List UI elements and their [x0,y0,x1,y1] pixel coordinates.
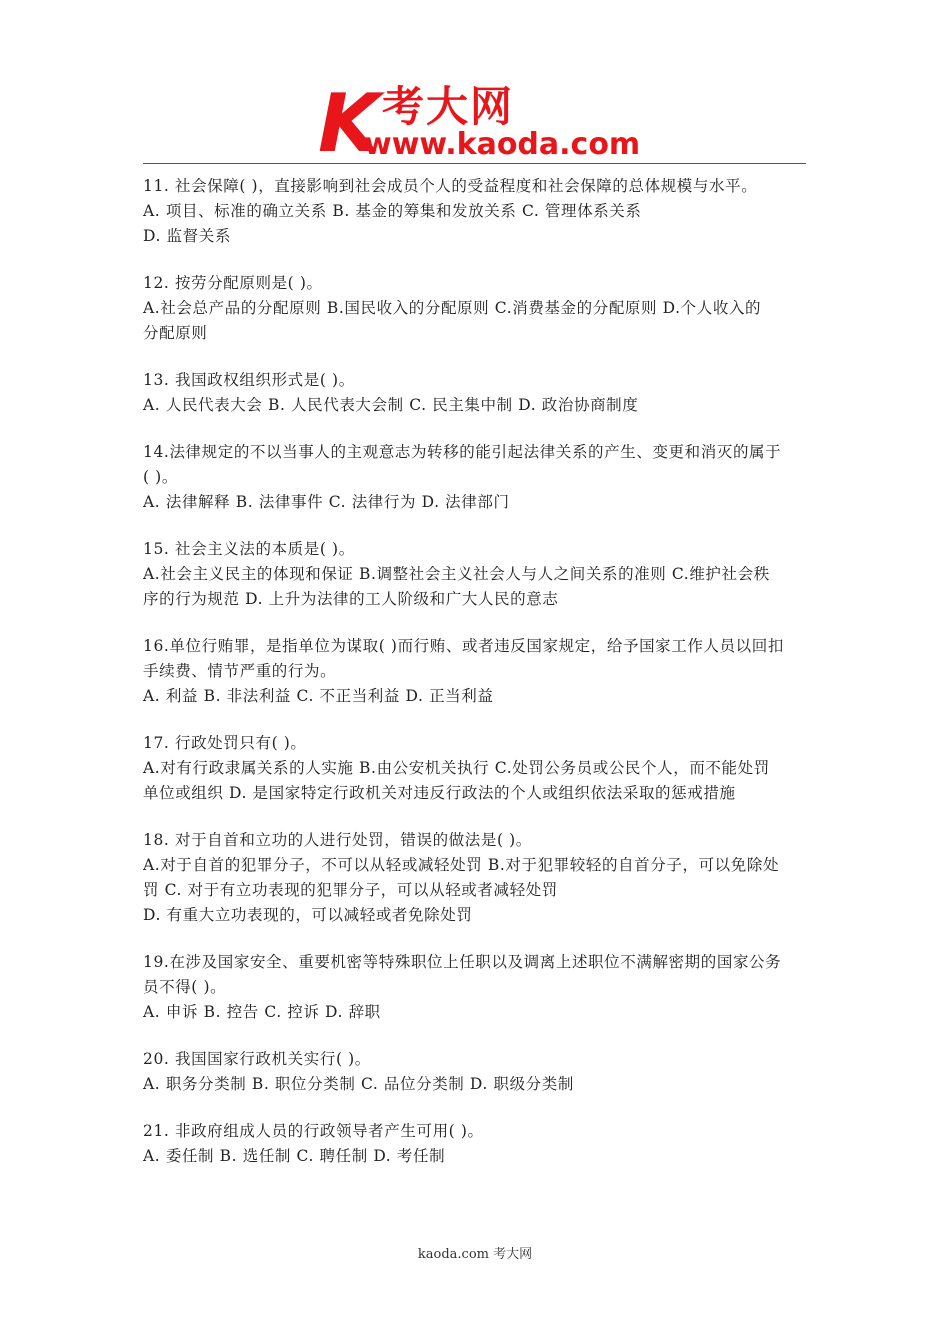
question-line: A.社会总产品的分配原则 B.国民收入的分配原则 C.消费基金的分配原则 D.个人收入的 [143,299,762,317]
question-line: 员不得( )。 [143,978,227,996]
question-stem-line: 14.法律规定的不以当事人的主观意志为转移的能引起法律关系的产生、变更和消灭的属于 [143,443,782,461]
question-stem-line: 12. 按劳分配原则是( )。 [143,274,323,292]
logo-url: www.kaoda.com [364,127,641,162]
question-stem-line: 21. 非政府组成人员的行政领导者产生可用( )。 [143,1122,484,1140]
question-stem-line: 19.在涉及国家安全、重要机密等特殊职位上任职以及调离上述职位不满解密期的国家公务 [143,953,782,971]
site-logo [318,77,648,170]
question-block [143,368,811,418]
question-line: 手续费、情节严重的行为。 [143,662,337,680]
question-line: A. 项目、标准的确立关系 B. 基金的筹集和发放关系 C. 管理体系关系 [143,202,642,220]
question-line: A. 利益 B. 非法利益 C. 不正当利益 D. 正当利益 [143,687,494,705]
question-line: A. 申诉 B. 控告 C. 控诉 D. 辞职 [143,1003,381,1021]
question-line: A.对于自首的犯罪分子，不可以从轻或减轻处罚 B.对于犯罪较轻的自首分子，可以免除处 [143,856,780,874]
question-stem-line: 18. 对于自首和立功的人进行处罚，错误的做法是( )。 [143,831,532,849]
header-divider [143,163,806,164]
question-line: 罚 C. 对于有立功表现的犯罪分子，可以从轻或者减轻处罚 [143,881,558,899]
question-block [143,271,811,346]
question-block [143,1119,811,1169]
question-line: A. 人民代表大会 B. 人民代表大会制 C. 民主集中制 D. 政治协商制度 [143,396,639,414]
question-block [143,1047,811,1097]
question-block [143,440,811,515]
question-line: A.社会主义民主的体现和保证 B.调整社会主义社会人与人之间关系的准则 C.维护社会秩 [143,565,770,583]
question-stem-line: 11. 社会保障( )，直接影响到社会成员个人的受益程度和社会保障的总体规模与水平。 [143,177,758,195]
question-line: D. 监督关系 [143,227,231,245]
question-line: D. 有重大立功表现的，可以减轻或者免除处罚 [143,906,473,924]
question-line: A. 职务分类制 B. 职位分类制 C. 品位分类制 D. 职级分类制 [143,1075,574,1093]
question-stem-line: 16.单位行贿罪，是指单位为谋取( )而行贿、或者违反国家规定，给予国家工作人员以回扣 [143,637,784,655]
question-line: ( )。 [143,468,178,486]
question-stem-line: 17. 行政处罚只有( )。 [143,734,307,752]
question-line: 序的行为规范 D. 上升为法律的工人阶级和广大人民的意志 [143,590,559,608]
question-block [143,731,811,806]
question-block [143,950,811,1025]
question-line: A.对有行政隶属关系的人实施 B.由公安机关执行 C.处罚公务员或公民个人，而不能处罚 [143,759,770,777]
question-line: A. 法律解释 B. 法律事件 C. 法律行为 D. 法律部门 [143,493,510,511]
question-line: 单位或组织 D. 是国家特定行政机关对违反行政法的个人或组织依法采取的惩戒措施 [143,784,736,802]
question-block [143,634,811,709]
question-line: A. 委任制 B. 选任制 C. 聘任制 D. 考任制 [143,1147,446,1165]
question-line: 分配原则 [143,324,208,342]
logo-k-mark: K [318,77,376,170]
question-stem-line: 15. 社会主义法的本质是( )。 [143,540,355,558]
page-footer: kaoda.com 考大网 [417,1247,533,1262]
question-block [143,537,811,612]
question-stem-line: 20. 我国国家行政机关实行( )。 [143,1050,371,1068]
question-stem-line: 13. 我国政权组织形式是( )。 [143,371,355,389]
question-block [143,174,811,249]
question-block [143,828,811,928]
question-list [143,174,811,1191]
logo-chinese-name: 考大网 [382,82,515,131]
